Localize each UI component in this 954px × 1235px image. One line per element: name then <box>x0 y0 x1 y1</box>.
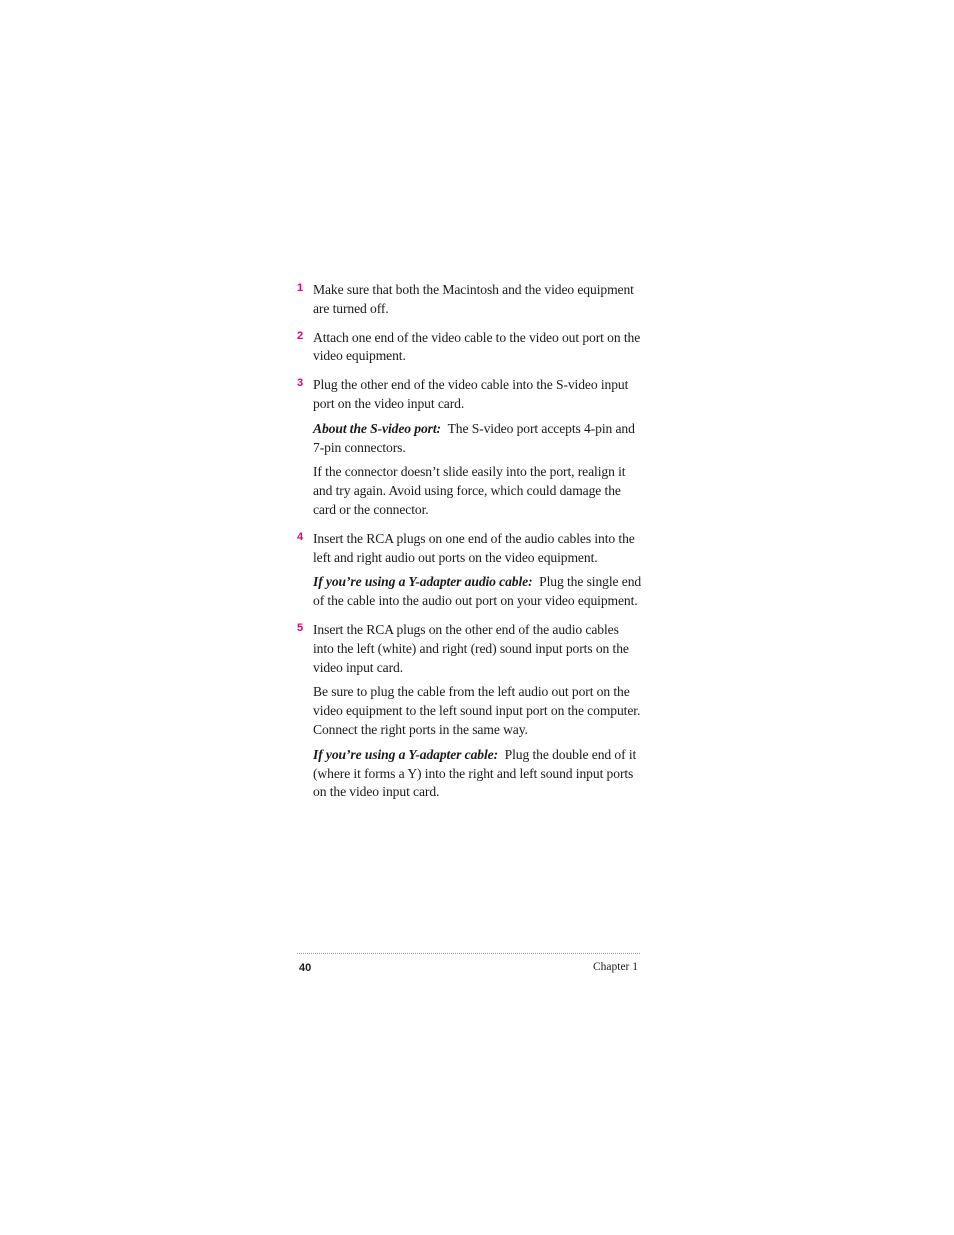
step-text: Be sure to plug the cable from the left audio out port on the video equipment to the left sound input port on the computer. Connect the right ports in the same way. <box>313 684 641 737</box>
chapter-label: Chapter 1 <box>592 961 638 973</box>
note-lead: If you’re using a Y-adapter audio cable: <box>313 574 533 590</box>
step-1 <box>297 281 642 319</box>
note-text: Plug the double end of it (where it forms a Y) into the right and left sound input ports on the video input card. <box>313 746 637 800</box>
step-number: 4 <box>297 530 304 543</box>
note-text: The S-video port accepts 4-pin and 7-pin connectors. <box>313 420 635 455</box>
step-paragraph <box>313 683 642 739</box>
step-5 <box>297 621 642 802</box>
step-text: If the connector doesn’t slide easily into the port, realign it and try again. Avoid using force, which could damage the card or the connector. <box>313 464 626 517</box>
step-number: 3 <box>297 377 304 390</box>
footer-divider <box>297 953 640 954</box>
step-paragraph <box>313 281 642 319</box>
instruction-list <box>297 281 642 812</box>
step-text: Insert the RCA plugs on the other end of the audio cables into the left (white) and right (red) sound input ports on the video input card. <box>313 621 629 675</box>
note-paragraph <box>313 746 642 802</box>
step-text: Plug the other end of the video cable into the S-video input port on the video input card. <box>313 377 629 411</box>
step-paragraph <box>313 530 642 568</box>
step-number: 1 <box>297 282 304 294</box>
note-paragraph <box>313 573 642 611</box>
step-4 <box>297 530 642 611</box>
step-paragraph <box>313 376 642 414</box>
step-paragraph <box>313 329 642 367</box>
note-lead: About the S-video port: <box>313 420 441 436</box>
step-paragraph <box>313 621 642 677</box>
note-paragraph <box>313 420 642 458</box>
step-paragraph <box>313 463 642 519</box>
step-3 <box>297 376 642 520</box>
page-number: 40 <box>299 962 312 974</box>
step-text: Make sure that both the Macintosh and the video equipment are turned off. <box>313 282 634 316</box>
step-number: 5 <box>297 621 304 634</box>
step-number: 2 <box>297 329 304 342</box>
step-text: Insert the RCA plugs on one end of the audio cables into the left and right audio out ports on the video equipment. <box>313 530 635 565</box>
note-text: Plug the single end of the cable into the audio out port on your video equipment. <box>313 574 642 609</box>
step-text: Attach one end of the video cable to the video out port on the video equipment. <box>313 329 641 364</box>
note-lead: If you’re using a Y-adapter cable: <box>313 746 499 762</box>
step-2 <box>297 329 642 367</box>
